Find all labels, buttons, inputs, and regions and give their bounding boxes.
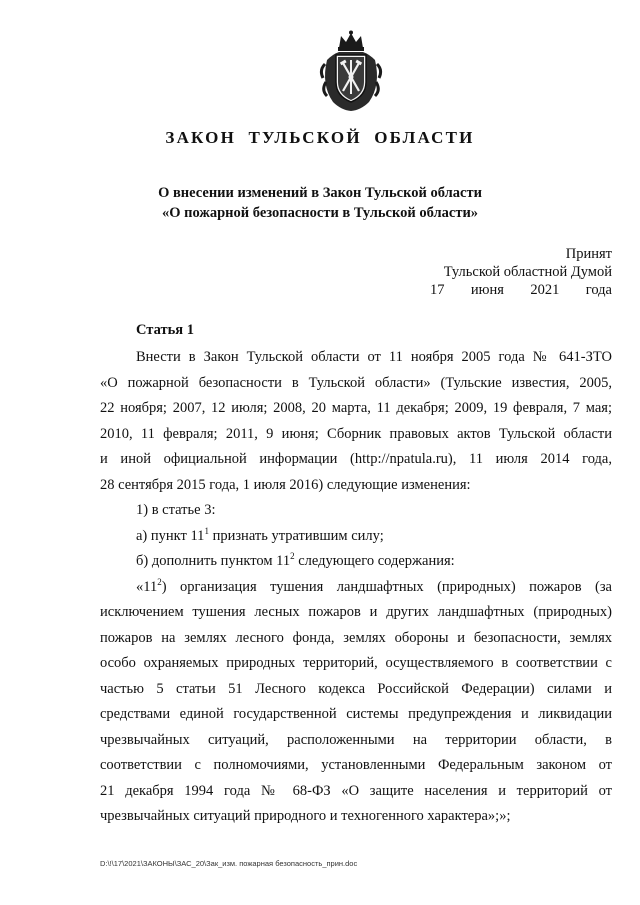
body-line: Внести в Закон Тульской области от 11 ноября 2005 года № 641-ЗТО: [136, 349, 612, 365]
adoption-date: [430, 281, 612, 299]
quote-line: чрезвычайных ситуаций природного и техногенного характера»;»;: [100, 808, 511, 824]
adopted-by: Тульской областной Думой: [443, 264, 612, 280]
quote-line: средствами единой государственной системы предупреждения и ликвидации: [100, 706, 612, 722]
coat-of-arms-icon: [319, 30, 383, 112]
adoption-year-word: года: [585, 282, 612, 298]
law-subtitle: [0, 183, 640, 223]
quote-line: «$11^2$) организация тушения ландшафтных (природных) пожаров (за: [136, 576, 612, 595]
body-line: 2010, 11 февраля; 2011, 9 июня; Сборник правовых актов Тульской области: [100, 425, 612, 442]
quote-line: соответствии с полномочиями, установленными Федеральным законом от: [100, 757, 612, 773]
body-line: и иной официальной информации (http://npatula.ru), 11 июля 2014 года,: [100, 451, 612, 467]
body-line: «О пожарной безопасности в Тульской области» (Тульские известия, 2005,: [100, 374, 612, 391]
quote-line: чрезвычайных ситуаций, расположенными на территории области, в: [100, 731, 612, 748]
quote-line: пожаров на землях лесного фонда, землях обороны и безопасности, землях: [100, 629, 612, 646]
file-path-footer: D:\!\17\2021\ЗАКОНЫ\ЗАС_20\Зак_изм. пожарная безопасность_прин.doc: [100, 859, 358, 868]
adoption-month: июня: [470, 282, 504, 298]
article-body: [100, 345, 612, 830]
quote-line: особо охраняемых природных территорий, осуществляемого в соответствии с: [100, 655, 612, 671]
body-line: 22 ноября; 2007, 12 июля; 2008, 20 марта, 11 декабря; 2009, 19 февраля, 7 мая;: [100, 400, 612, 416]
subtitle-line: «О пожарной безопасности в Тульской области»: [161, 205, 479, 221]
article-heading: Статья 1: [136, 322, 194, 338]
adopted-label: Принят: [565, 246, 612, 262]
list-item: 1) в статье 3:: [136, 502, 216, 518]
adoption-block: [430, 245, 612, 299]
quote-line: исключением тушения лесных пожаров и других ландшафтных (природных): [100, 604, 612, 620]
adoption-year: 2021: [530, 282, 560, 298]
list-item: а) пункт $11^1$ признать утратившим силу;: [136, 525, 384, 544]
subtitle-line: О внесении изменений в Закон Тульской области: [158, 185, 482, 201]
law-title: ЗАКОН ТУЛЬСКОЙ ОБЛАСТИ: [165, 128, 475, 147]
quote-line: 21 декабря 1994 года № 68-ФЗ «О защите населения и территорий от: [100, 782, 612, 799]
adoption-day: 17: [430, 282, 445, 298]
list-item: б) дополнить пунктом $11^2$ следующего содержания:: [136, 551, 455, 569]
body-line: 28 сентября 2015 года, 1 июля 2016) следующие изменения:: [100, 476, 471, 493]
quote-line: частью 5 статьи 51 Лесного кодекса Российской Федерации) силами и: [100, 680, 612, 697]
